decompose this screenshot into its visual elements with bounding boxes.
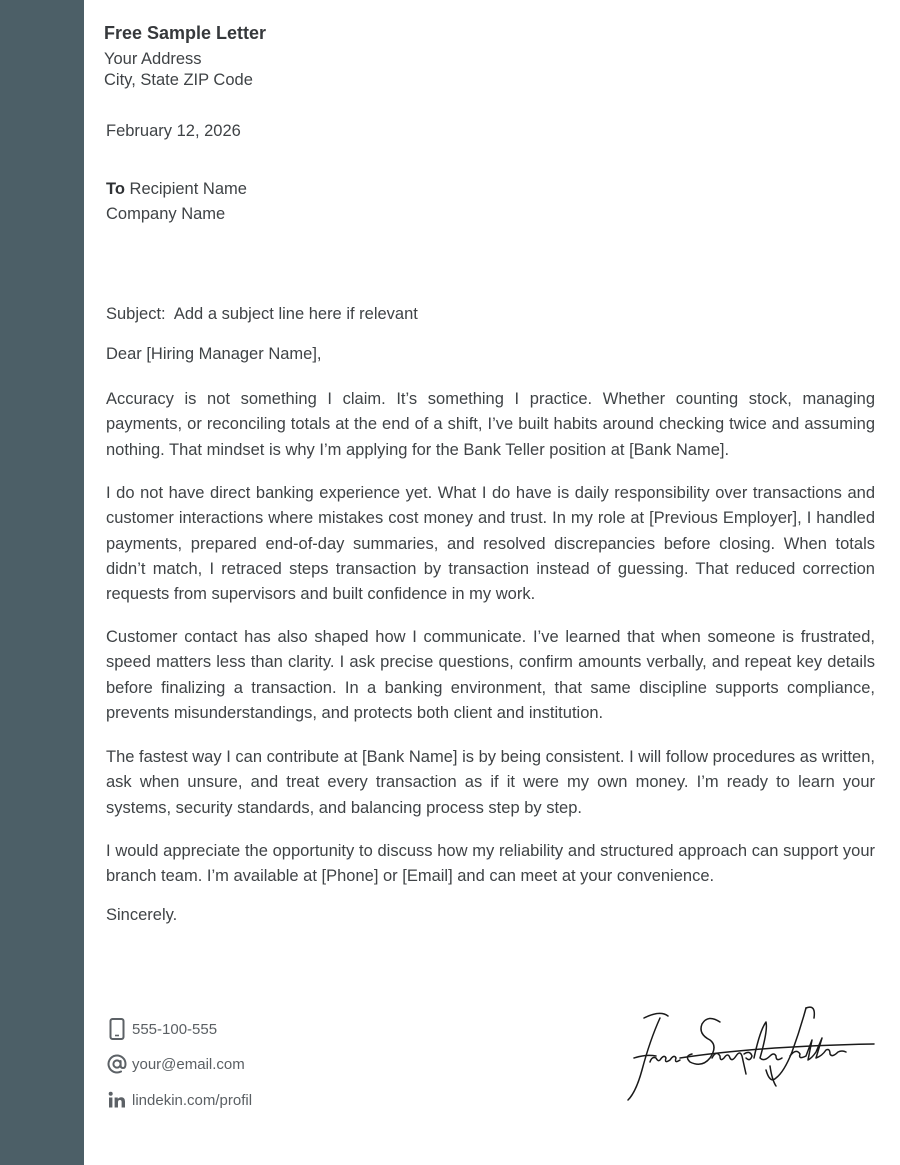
contact-phone <box>106 1018 366 1040</box>
recipient-line <box>106 180 247 199</box>
body-paragraph: Customer contact has also shaped how I communicate. I’ve learned that when someone is frustrated, speed matters less than clarity. I ask precise questions, confirm amounts verbally, and repeat key details before finalizing a transaction. In a banking environment, that same discipline supports compliance, prevents misunderstandings, and protects both client and institution. <box>106 628 875 722</box>
sender-name: Free Sample Letter <box>104 23 267 43</box>
phone-number[interactable]: 555-100-555 <box>132 1020 218 1038</box>
email-address[interactable]: your@email.com <box>132 1055 245 1073</box>
body-paragraph: I do not have direct banking experience yet. What I do have is daily responsibility over transactions and customer interactions where mistakes cost money and trust. In my role at [Previous Employer], I handled payments, prepared end-of-day summaries, and resolved discrepancies before closing. When totals didn’t match, I retraced steps transaction by transaction instead of guessing. That reduced correction requests from supervisors and built confidence in my work. <box>106 484 875 604</box>
letter-date: February 12, 2026 <box>106 122 241 140</box>
sender-address: Your Address <box>104 50 202 68</box>
signature <box>620 1000 875 1110</box>
salutation: Dear [Hiring Manager Name], <box>106 345 322 363</box>
to-label: To <box>106 180 125 198</box>
contact-email <box>106 1053 366 1075</box>
linkedin-icon <box>106 1089 128 1111</box>
body-paragraph: The fastest way I can contribute at [Bank Name] is by being consistent. I will follow procedures as written, ask when unsure, and treat every transaction as if it were my own money. I’m ready to learn your systems, security standards, and balancing process step by step. <box>106 748 875 817</box>
at-sign-icon <box>106 1053 128 1075</box>
closing: Sincerely. <box>106 906 178 924</box>
contact-linkedin <box>106 1089 366 1111</box>
subject-line: Subject: Add a subject line here if relevant <box>106 305 418 323</box>
linkedin-url[interactable]: lindekin.com/profil <box>132 1091 253 1109</box>
left-accent-bar <box>0 0 84 1165</box>
recipient-name: Recipient Name <box>129 180 247 198</box>
handwritten-signature-image <box>620 1000 875 1110</box>
recipient-company: Company Name <box>106 205 226 223</box>
body-paragraph: Accuracy is not something I claim. It’s something I practice. Whether counting stock, managing payments, or reconciling totals at the end of a shift, I’ve built habits around checking twice and assuming nothing. That mindset is why I’m applying for the Bank Teller position at [Bank Name]. <box>106 390 875 459</box>
phone-icon <box>106 1018 128 1040</box>
sender-city: City, State ZIP Code <box>104 71 253 89</box>
body-paragraph: I would appreciate the opportunity to discuss how my reliability and structured approach can support your branch team. I’m available at [Phone] or [Email] and can meet at your convenience. <box>106 842 875 886</box>
